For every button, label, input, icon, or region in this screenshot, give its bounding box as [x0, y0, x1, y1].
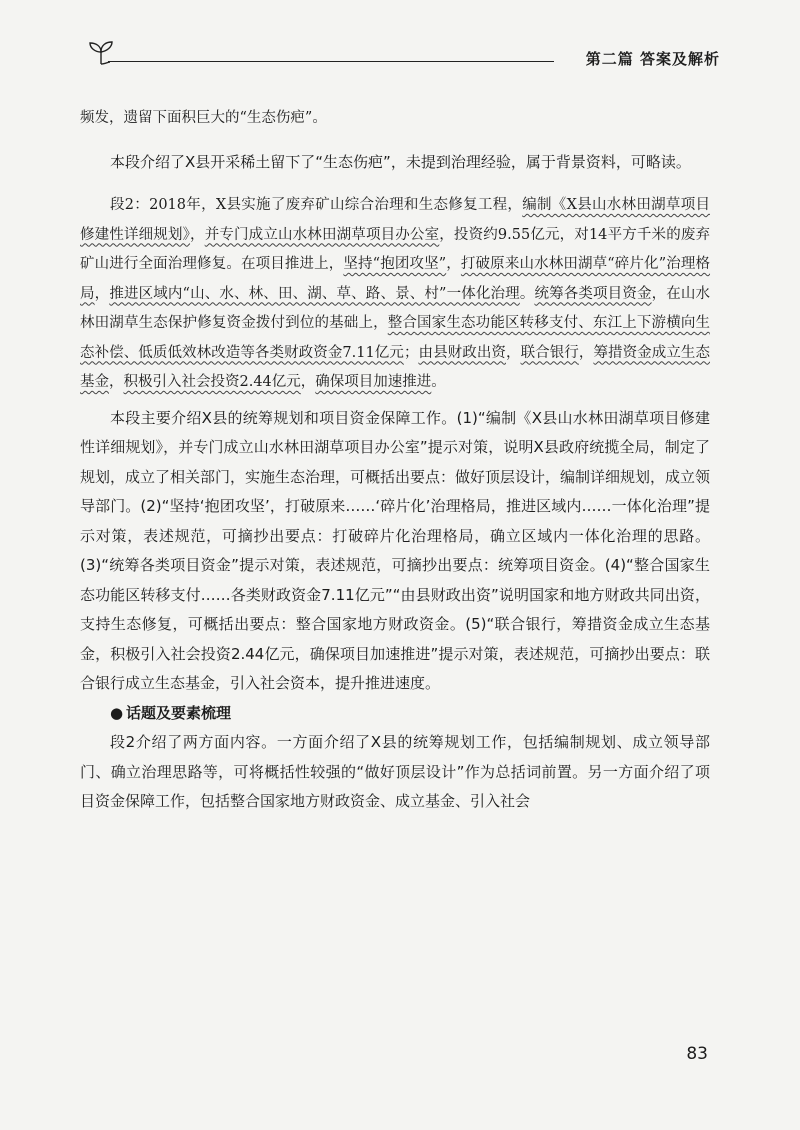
summary-paragraph: 段2介绍了两方面内容。一方面介绍了X县的统筹规划工作，包括编制规划、成立领导部门、确立治理思路等，可将概括性较强的“做好顶层设计”作为总括词前置。另一方面介绍了项目资金保障工作，包括整合国家地方财政资金、成立基金、引入社会 — [80, 733, 710, 810]
highlight-county-finance: 由县财政出资 — [418, 344, 506, 361]
highlight-break-fragmentation: 打破原来山水林田湖草“碎片化”治理格局 — [80, 256, 711, 302]
highlight-joint-effort: 坚持“抱团攻坚” — [343, 256, 447, 272]
bullet-icon: ● — [110, 703, 124, 722]
page-body — [80, 104, 710, 817]
bullet-heading: ● 话题及要素梳理 — [80, 699, 710, 729]
highlight-eco-fund: 筹措资金成立生态基金 — [80, 344, 710, 390]
highlight-integrated-governance: 推进区域内“山、水、林、田、湖、草、路、景、村”一体化治理 — [109, 285, 520, 302]
page-header — [86, 38, 722, 72]
highlight-bank: 联合银行 — [520, 344, 579, 361]
header-rule — [108, 61, 554, 62]
highlight-coordinate-funds: 统筹各类项目资金 — [534, 285, 652, 302]
paragraph-continuation: 频发，遗留下面积巨大的“生态伤疤”。 — [80, 110, 327, 126]
highlight-office: 并专门成立山水林田湖草项目办公室 — [204, 226, 440, 243]
highlight-social-investment: 积极引入社会投资2.44亿元 — [123, 374, 301, 390]
highlight-integrate-funds: 整合国家生态功能区转移支付、东江上下游横向生态补偿、低质低效林改造等各类财政资金7.11亿元 — [80, 315, 710, 361]
analysis-paragraph-1: 本段介绍了X县开采稀土留下了“生态伤疤”，未提到治理经验，属于背景资料，可略读。 — [110, 152, 691, 171]
sprout-icon — [86, 40, 116, 66]
section-title: 第二篇 答案及解析 — [585, 50, 720, 68]
highlight-plan: 编制《X县山水林田湖草项目修建性详细规划》 — [80, 197, 710, 243]
page-number: 83 — [686, 1044, 708, 1064]
source-paragraph-2: 段2：2018年，X县实施了废弃矿山综合治理和生态修复工程，编制《X县山水林田湖草项目修建性详细规划》，并专门成立山水林田湖草项目办公室，投资约9.55亿元，对14平方千米的废弃矿山进行全面治理修复。在项目推进上，坚持“抱团攻坚”，打破原来山水林田湖草“碎片化”治理格局，推进区域内“山、水、林、田、湖、草、路、景、村”一体化治理。统筹各类项目资金，在山水林田湖草生态保护修复资金拨付到位的基础上，整合国家生态功能区转移支付、东江上下游横向生态补偿、低质低效林改造等各类财政资金7.11亿元；由县财政出资，联合银行，筹措资金成立生态基金，积极引入社会投资2.44亿元，确保项目加速推进。 — [80, 197, 711, 390]
highlight-accelerate: 确保项目加速推进 — [315, 374, 432, 390]
analysis-paragraph-2: 本段主要介绍X县的统筹规划和项目资金保障工作。(1)“编制《X县山水林田湖草项目修建性详细规划》，并专门成立山水林田湖草项目办公室”提示对策，说明X县政府统揽全局，制定了规划，成立了相关部门，实施生态治理，可概括出要点：做好顶层设计，编制详细规划，成立领导部门。(2)“坚持‘抱团攻坚’，打破原来……‘碎片化’治理格局，推进区域内……一体化治理”提示对策，表述规范，可摘抄出要点：打破碎片化治理格局，确立区域内一体化治理的思路。(3)“统筹各类项目资金”提示对策，表述规范，可摘抄出要点：统筹项目资金。(4)“整合国家生态功能区转移支付……各类财政资金7.11亿元”“由县财政出资”说明国家和地方财政共同出资，支持生态修复，可概括出要点：整合国家地方财政资金。(5)“联合银行，筹措资金成立生态基金，积极引入社会投资2.44亿元，确保项目加速推进”提示对策，表述规范，可摘抄出要点：联合银行成立生态基金，引入社会资本，提升推进速度。 — [80, 408, 711, 692]
